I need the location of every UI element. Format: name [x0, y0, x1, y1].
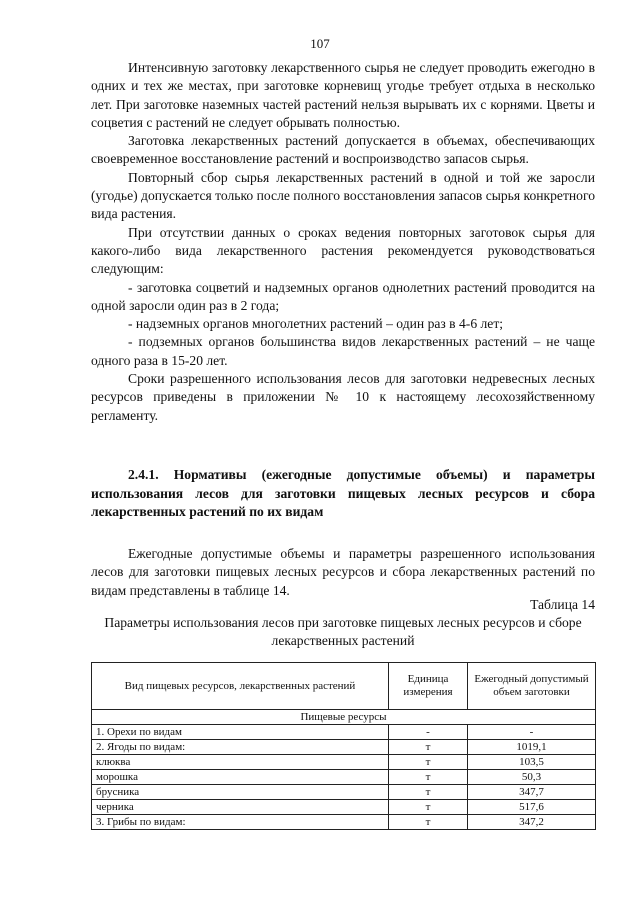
table-cell-value: -: [468, 725, 596, 740]
table-row: [92, 815, 596, 830]
table-row: [92, 740, 596, 755]
table-cell-value: 517,6: [468, 800, 596, 815]
table-cell-unit: т: [389, 800, 468, 815]
paragraph: Заготовка лекарственных растений допускается в объемах, обеспечивающих своевременное восстановление растений и воспроизводство запасов сырья.: [91, 133, 595, 167]
table-caption: Параметры использования лесов при заготовке пищевых лесных ресурсов и сборе лекарственных растений: [104, 615, 582, 648]
table-cell-unit: т: [389, 770, 468, 785]
table-row: [92, 755, 596, 770]
table-cell-value: 103,5: [468, 755, 596, 770]
table-cell-name: морошка: [92, 770, 389, 785]
page-number: 107: [310, 36, 330, 51]
group-label: Пищевые ресурсы: [92, 710, 596, 725]
table-label: Таблица 14: [530, 597, 595, 612]
table-row: [92, 800, 596, 815]
table-row: [92, 785, 596, 800]
list-item: - заготовка соцветий и надземных органов однолетних растений проводится на одной заросли один раз в 2 года;: [91, 279, 595, 313]
column-header-resource: Вид пищевых ресурсов, лекарственных растений: [92, 663, 389, 710]
section-intro: Ежегодные допустимые объемы и параметры разрешенного использования лесов для заготовки пищевых лесных ресурсов и сбора лекарственных растений по видам представлены в таблице 14.: [91, 546, 595, 598]
paragraph: Сроки разрешенного использования лесов для заготовки недревесных лесных ресурсов приведены в приложении № 10 к настоящему лесохозяйственному регламенту.: [91, 371, 595, 423]
table-cell-name: черника: [92, 800, 389, 815]
section-heading: 2.4.1. Нормативы (ежегодные допустимые объемы) и параметры использования лесов для заготовки пищевых лесных ресурсов и сбора лекарственных растений по их видам: [91, 467, 595, 519]
table-cell-unit: т: [389, 815, 468, 830]
table-row: [92, 725, 596, 740]
table-cell-name: брусника: [92, 785, 389, 800]
data-table: [91, 662, 596, 830]
column-header-volume: Ежегодный допустимый объем заготовки: [468, 663, 596, 710]
table-header-row: [92, 663, 596, 710]
table-cell-value: 1019,1: [468, 740, 596, 755]
table-cell-name: 3. Грибы по видам:: [92, 815, 389, 830]
table-cell-value: 347,2: [468, 815, 596, 830]
table-cell-value: 50,3: [468, 770, 596, 785]
column-header-unit: Единица измерения: [389, 663, 468, 710]
table-cell-name: 1. Орехи по видам: [92, 725, 389, 740]
table-row: [92, 770, 596, 785]
list-item: - надземных органов многолетних растений – один раз в 4-6 лет;: [128, 316, 504, 332]
table-cell-unit: т: [389, 755, 468, 770]
table-cell-unit: т: [389, 740, 468, 755]
table-group-row: [92, 710, 596, 725]
paragraph: При отсутствии данных о сроках ведения повторных заготовок сырья для какого-либо вида лекарственного растения рекомендуется руководствоваться следующим:: [91, 224, 595, 277]
table-cell-name: 2. Ягоды по видам:: [92, 740, 389, 755]
body-text: [91, 59, 595, 425]
table-cell-unit: -: [389, 725, 468, 740]
list-item: - подземных органов большинства видов лекарственных растений – не чаще одного раза в 15-20 лет.: [91, 334, 595, 368]
table-cell-name: клюква: [92, 755, 389, 770]
table-cell-value: 347,7: [468, 785, 596, 800]
table-cell-unit: т: [389, 785, 468, 800]
paragraph: Повторный сбор сырья лекарственных растений в одной и той же заросли (угодье) допускается только после полного восстановления запасов сырья конкретного вида растения.: [91, 169, 595, 222]
paragraph: Интенсивную заготовку лекарственного сырья не следует проводить ежегодно в одних и тех же местах, при заготовке корневищ угодье требует отдыха в несколько лет. При заготовке наземных частей растений нельзя вырывать их с корнями. Цветы и соцветия с растений не следует обрывать полностью.: [91, 60, 595, 130]
